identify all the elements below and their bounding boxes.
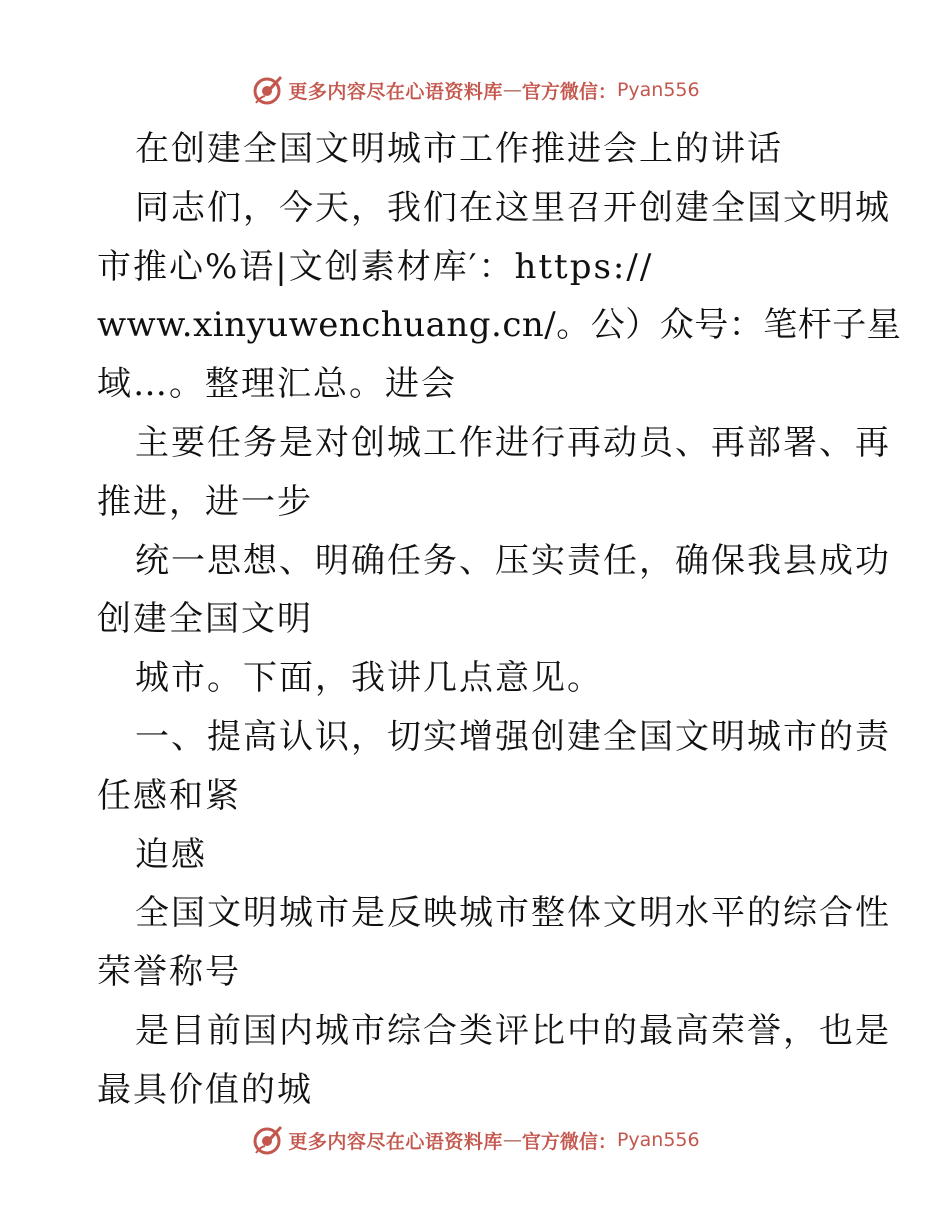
- banner-wechat-label: 官方微信：: [521, 1130, 617, 1153]
- paragraph-line: www.xinyuwenchuang.cn/。公）众号：笔杆子星: [97, 305, 902, 346]
- banner-wechat-handle: Pyan556: [616, 79, 700, 101]
- paragraph-line: 城市。下面，我讲几点意见。: [135, 658, 603, 699]
- banner-separator: —: [502, 1129, 522, 1151]
- paragraph-line: 统一思想、明确任务、压实责任，确保我县成功: [135, 540, 891, 581]
- paragraph-line: 全国文明城市是反映城市整体文明水平的综合性: [135, 893, 891, 934]
- header-banner: [0, 70, 950, 110]
- paragraph-line: 推进，进一步: [97, 481, 313, 522]
- paragraph-line: 域…。整理汇总。进会: [97, 364, 457, 405]
- paragraph-line: 是目前国内城市综合类评比中的最高荣誉，也是: [135, 1010, 891, 1051]
- paragraph-line: 最具价值的城: [97, 1069, 313, 1110]
- quill-pen-emblem-icon: [250, 1123, 284, 1157]
- banner-wechat-label: 官方微信：: [521, 80, 617, 103]
- paragraph-line: 荣誉称号: [97, 952, 241, 993]
- section-heading: 一、提高认识，切实增强创建全国文明城市的责: [135, 716, 891, 757]
- banner-separator: —: [502, 79, 522, 101]
- section-heading: 迫感: [135, 834, 207, 875]
- paragraph-line: 市推心%语|文创素材库′：https://: [97, 246, 654, 287]
- footer-banner: [0, 1120, 950, 1160]
- paragraph-line: 创建全国文明: [97, 599, 313, 640]
- quill-pen-emblem-icon: [250, 73, 284, 107]
- banner-title: 更多内容尽在心语资料库: [288, 80, 503, 103]
- banner-wechat-handle: Pyan556: [616, 1129, 700, 1151]
- document-title: 在创建全国文明城市工作推进会上的讲话: [135, 129, 783, 169]
- paragraph-line: 主要任务是对创城工作进行再动员、再部署、再: [135, 422, 891, 463]
- section-heading: 任感和紧: [97, 775, 241, 816]
- banner-title: 更多内容尽在心语资料库: [288, 1130, 503, 1153]
- document-body: [97, 120, 902, 1120]
- paragraph-line: 同志们，今天，我们在这里召开创建全国文明城: [135, 187, 891, 228]
